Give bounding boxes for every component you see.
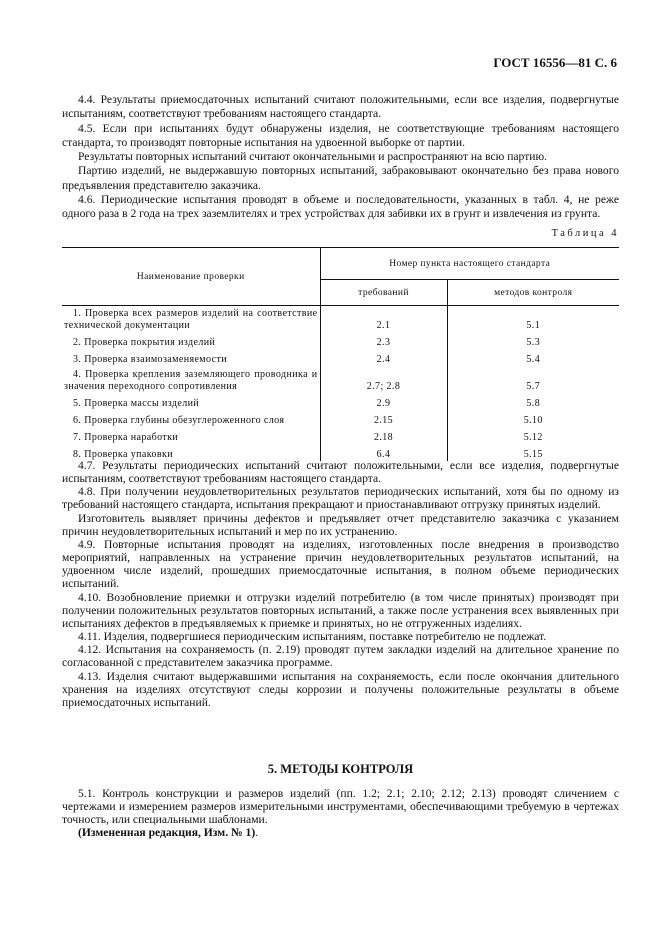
col-header-group: Номер пункта настоящего стандарта — [320, 248, 619, 280]
paragraph-4-8: 4.8. При получении неудовлетворительных результатов периодических испытаний, хотя бы по одному из требований настоящего стандарта, испытания прекращают и приостанавливают отгрузку принятых изделий. — [62, 485, 619, 512]
section-4-paragraphs-top — [62, 93, 619, 222]
table-4 — [62, 247, 619, 461]
section-5-heading: 5. МЕТОДЫ КОНТРОЛЯ — [267, 762, 414, 776]
paragraph-4-13: 4.13. Изделия считают выдержавшими испытания на сохраняемость, если после окончания длительного хранения на изделиях отсутствуют следы коррозии и получены положительные результаты в объеме приемосдаточных испытаний. — [62, 669, 619, 709]
col-header-method: методов контроля — [447, 280, 619, 306]
table-row: 7. Проверка наработки 2.18 5.12 — [62, 427, 619, 444]
amendment-note — [62, 826, 619, 839]
table-row: 1. Проверка всех размеров изделий на соответствие технической документации 2.1 5.1 — [62, 306, 619, 333]
paragraph-4-7: 4.7. Результаты периодических испытаний считают положительными, если все изделия, подвергнутые испытаниям, соответствуют требованиям настоящего стандарта. — [62, 459, 619, 486]
paragraph-5-1: 5.1. Контроль конструкции и размеров изделий (пп. 1.2; 2.1; 2.10; 2.12; 2.13) проводят сличением с чертежами и измерением размеров измерительными инструментами, обеспечивающими требуемую в чертежах точность, или специальными шаблонами. — [62, 787, 619, 827]
paragraph-4-12: 4.12. Испытания на сохраняемость (п. 2.19) проводят путем закладки изделий на длительное хранение по согласованной с представителем заказчика программе. — [62, 643, 619, 670]
paragraph-rejection: Партию изделий, не выдержавшую повторных испытаний, забраковывают окончательно без права нового предъявления представителю заказчика. — [62, 164, 619, 192]
col-header-name: Наименование проверки — [62, 248, 320, 306]
table-row: 2. Проверка покрытия изделий 2.3 5.3 — [62, 332, 619, 349]
section-5-paragraphs — [62, 787, 619, 840]
paragraph-manufacturer: Изготовитель выявляет причины дефектов и предъявляет отчет представителю заказчика с указанием причин неудовлетворительных испытаний и мер по их устранению. — [62, 511, 619, 538]
table-row: 3. Проверка взаимозаменяемости 2.4 5.4 — [62, 349, 619, 366]
table-caption: Таблица 4 — [551, 228, 619, 239]
paragraph-4-5: 4.5. Если при испытаниях будут обнаружены изделия, не соответствующие требованиям настоящего стандарта, то производят повторные испытания на удвоенной выборке от партии. — [62, 121, 619, 149]
paragraph-4-4: 4.4. Результаты приемосдаточных испытаний считают положительными, если все изделия, подвергнутые испытаниям, соответствуют требованиям настоящего стандарта. — [62, 93, 619, 121]
table-row: 4. Проверка крепления заземляющего проводника и значения переходного сопротивления 2.7; 2.8 5.7 — [62, 366, 619, 393]
paragraph-4-11: 4.11. Изделия, подвергшиеся периодическим испытаниям, поставке потребителю не подлежат. — [78, 630, 547, 644]
section-4-paragraphs-bottom — [62, 459, 619, 709]
table-row: 8. Проверка упаковки 6.4 5.15 — [62, 444, 619, 461]
table-row: 6. Проверка глубины обезуглероженного слоя 2.15 5.10 — [62, 410, 619, 427]
paragraph-4-6: 4.6. Периодические испытания проводят в объеме и последовательности, указанных в табл. 4, не реже одного раза в 2 года на трех заземлителях и трех устройствах для забивки их в грунт и извлечения из грунта. — [62, 193, 619, 221]
col-header-req: требований — [320, 280, 447, 306]
amendment-note-end: . — [255, 826, 259, 840]
paragraph-4-10: 4.10. Возобновление приемки и отгрузки изделий потребителю (в том числе принятых) производят при получении положительных результатов повторных испытаний, а также после устранения всех выявленных при испытаниях дефектов в предъявляемых к приемке и принятых, но не отгруженных изделиях. — [62, 590, 619, 630]
paragraph-4-9: 4.9. Повторные испытания проводят на изделиях, изготовленных после внедрения в производство мероприятий, направленных на устранение причин неудовлетворительных результатов испытаний, на удвоенном числе изделий, прошедших приемосдаточные испытания, в полном объеме периодических испытаний. — [62, 537, 619, 591]
table-row: 5. Проверка массы изделий 2.9 5.8 — [62, 393, 619, 410]
amendment-note-bold: (Измененная редакция, Изм. № 1) — [78, 826, 256, 840]
paragraph-repeat-results: Результаты повторных испытаний считают окончательными и распространяют на всю партию. — [78, 150, 548, 164]
page-header: ГОСТ 16556—81 С. 6 — [493, 55, 617, 70]
